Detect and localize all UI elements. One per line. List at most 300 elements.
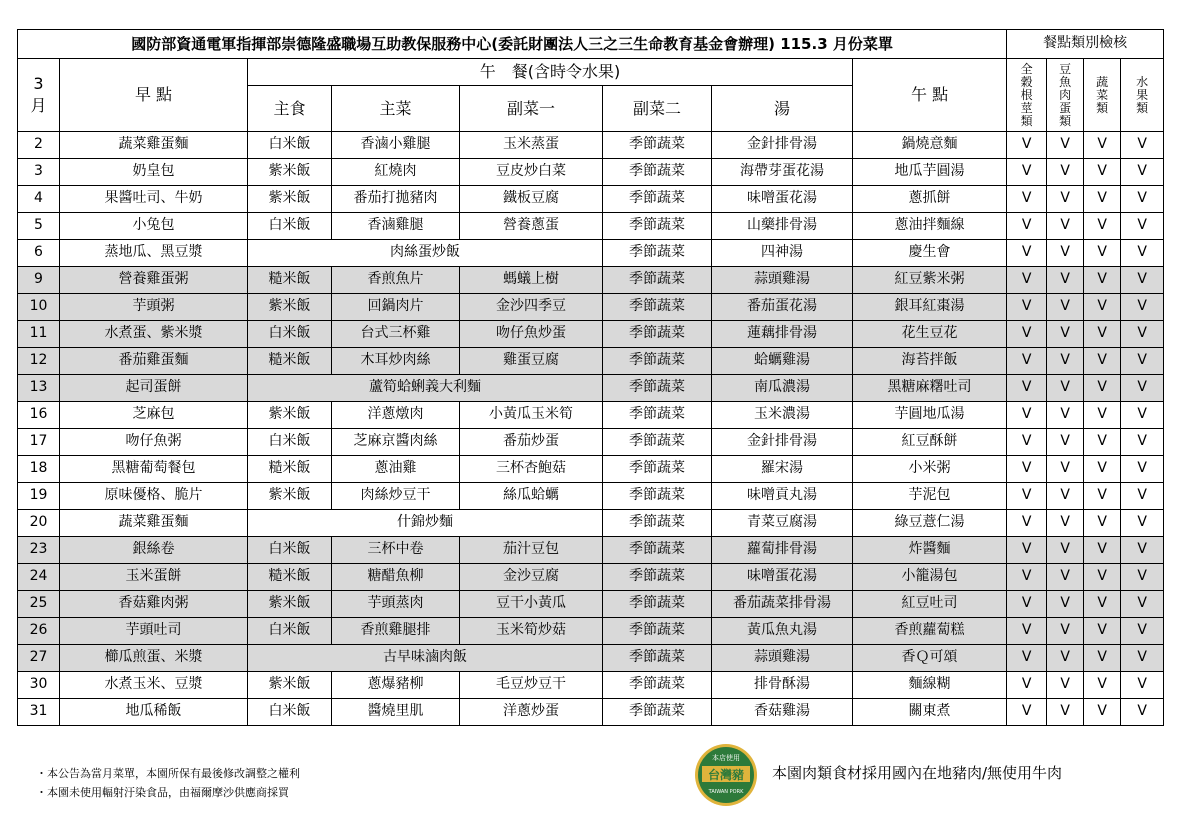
check-mark: V <box>1047 672 1084 699</box>
check-mark: V <box>1047 186 1084 213</box>
check-col-vegetables: 蔬 菜 類 <box>1084 59 1121 132</box>
check-mark: V <box>1121 510 1164 537</box>
snack-cell: 黑糖麻糬吐司 <box>853 375 1007 402</box>
day-date: 20 <box>18 510 60 537</box>
logo-main-text: 台灣豬 <box>707 768 745 782</box>
check-mark: V <box>1121 213 1164 240</box>
check-mark: V <box>1007 321 1047 348</box>
breakfast-cell: 蔬菜雞蛋麵 <box>60 132 248 159</box>
check-mark: V <box>1047 645 1084 672</box>
check-mark: V <box>1084 132 1121 159</box>
main-dish-cell: 香煎雞腿排 <box>332 618 460 645</box>
day-date: 3 <box>18 159 60 186</box>
check-mark: V <box>1084 375 1121 402</box>
side1-cell: 番茄炒蛋 <box>460 429 603 456</box>
soup-cell: 山藥排骨湯 <box>712 213 853 240</box>
check-mark: V <box>1047 348 1084 375</box>
side1-cell: 絲瓜蛤蠣 <box>460 483 603 510</box>
breakfast-cell: 吻仔魚粥 <box>60 429 248 456</box>
side2-cell: 季節蔬菜 <box>603 672 712 699</box>
breakfast-cell: 營養雞蛋粥 <box>60 267 248 294</box>
snack-cell: 芋泥包 <box>853 483 1007 510</box>
main-dish-cell: 香煎魚片 <box>332 267 460 294</box>
day-date: 24 <box>18 564 60 591</box>
menu-row <box>18 591 1164 618</box>
breakfast-cell: 玉米蛋餅 <box>60 564 248 591</box>
month-label: 3 月 <box>18 59 60 132</box>
check-mark: V <box>1121 699 1164 726</box>
check-mark: V <box>1047 213 1084 240</box>
side2-cell: 季節蔬菜 <box>603 510 712 537</box>
day-date: 25 <box>18 591 60 618</box>
staple-cell: 紫米飯 <box>248 672 332 699</box>
day-date: 26 <box>18 618 60 645</box>
snack-cell: 小籠湯包 <box>853 564 1007 591</box>
day-date: 17 <box>18 429 60 456</box>
check-mark: V <box>1121 456 1164 483</box>
soup-cell: 海帶芽蛋花湯 <box>712 159 853 186</box>
check-mark: V <box>1121 159 1164 186</box>
check-mark: V <box>1047 321 1084 348</box>
snack-cell: 蔥抓餅 <box>853 186 1007 213</box>
menu-title: 國防部資通電軍指揮部崇德隆盛職場互助教保服務中心(委託財團法人三之三生命教育基金會辦理) 115.3 月份菜單 <box>18 30 1007 59</box>
soup-cell: 黃瓜魚丸湯 <box>712 618 853 645</box>
side2-cell: 季節蔬菜 <box>603 267 712 294</box>
side2-cell: 季節蔬菜 <box>603 240 712 267</box>
side2-cell: 季節蔬菜 <box>603 321 712 348</box>
day-date: 10 <box>18 294 60 321</box>
snack-cell: 海苔拌飯 <box>853 348 1007 375</box>
menu-row <box>18 321 1164 348</box>
check-col-protein: 豆 魚 肉 蛋 類 <box>1047 59 1084 132</box>
menu-row <box>18 159 1164 186</box>
check-mark: V <box>1007 564 1047 591</box>
menu-row <box>18 132 1164 159</box>
day-date: 9 <box>18 267 60 294</box>
main-dish-cell: 香滷小雞腿 <box>332 132 460 159</box>
menu-row <box>18 294 1164 321</box>
day-date: 12 <box>18 348 60 375</box>
notes <box>36 764 300 802</box>
check-mark: V <box>1007 618 1047 645</box>
side1-cell: 雞蛋豆腐 <box>460 348 603 375</box>
menu-row <box>18 375 1164 402</box>
menu-row <box>18 510 1164 537</box>
check-mark: V <box>1084 402 1121 429</box>
side2-cell: 季節蔬菜 <box>603 213 712 240</box>
lunch-header: 午 餐(含時令水果) <box>248 59 853 86</box>
check-mark: V <box>1047 537 1084 564</box>
side2-cell: 季節蔬菜 <box>603 402 712 429</box>
check-mark: V <box>1121 186 1164 213</box>
soup-cell: 青菜豆腐湯 <box>712 510 853 537</box>
day-date: 2 <box>18 132 60 159</box>
snack-cell: 香煎蘿蔔糕 <box>853 618 1007 645</box>
main-dish-cell: 洋蔥燉肉 <box>332 402 460 429</box>
day-date: 6 <box>18 240 60 267</box>
check-mark: V <box>1047 483 1084 510</box>
check-mark: V <box>1121 591 1164 618</box>
check-mark: V <box>1084 699 1121 726</box>
day-date: 31 <box>18 699 60 726</box>
main-dish-cell: 蔥油雞 <box>332 456 460 483</box>
side2-cell: 季節蔬菜 <box>603 159 712 186</box>
check-mark: V <box>1007 537 1047 564</box>
check-mark: V <box>1121 402 1164 429</box>
breakfast-cell: 蒸地瓜、黑豆漿 <box>60 240 248 267</box>
meat-policy-note: 本園肉類食材採用國內在地豬肉/無使用牛肉 <box>772 764 1063 782</box>
taiwan-pork-logo <box>694 743 758 807</box>
soup-cell: 香菇雞湯 <box>712 699 853 726</box>
breakfast-cell: 奶皇包 <box>60 159 248 186</box>
main-dish-cell: 肉絲炒豆干 <box>332 483 460 510</box>
note-line: ・本園未使用輻射汙染食品，由福爾摩沙供應商採買 <box>36 786 289 799</box>
staple-cell: 紫米飯 <box>248 591 332 618</box>
breakfast-header: 早 點 <box>60 59 248 132</box>
main-dish-cell: 糖醋魚柳 <box>332 564 460 591</box>
check-mark: V <box>1007 483 1047 510</box>
menu-row <box>18 645 1164 672</box>
menu-row <box>18 618 1164 645</box>
side2-cell: 季節蔬菜 <box>603 429 712 456</box>
staple-cell: 白米飯 <box>248 321 332 348</box>
staple-cell: 糙米飯 <box>248 456 332 483</box>
side2-cell: 季節蔬菜 <box>603 483 712 510</box>
side2-header: 副菜二 <box>603 86 712 132</box>
combined-main-cell: 蘆筍蛤蜊義大利麵 <box>248 375 603 402</box>
menu-row <box>18 483 1164 510</box>
breakfast-cell: 果醬吐司、牛奶 <box>60 186 248 213</box>
soup-cell: 排骨酥湯 <box>712 672 853 699</box>
snack-cell: 芋圓地瓜湯 <box>853 402 1007 429</box>
check-mark: V <box>1047 618 1084 645</box>
menu-row <box>18 456 1164 483</box>
check-mark: V <box>1007 348 1047 375</box>
check-mark: V <box>1007 186 1047 213</box>
main-dish-cell: 芝麻京醬肉絲 <box>332 429 460 456</box>
menu-row <box>18 348 1164 375</box>
staple-cell: 糙米飯 <box>248 267 332 294</box>
check-mark: V <box>1007 645 1047 672</box>
soup-cell: 南瓜濃湯 <box>712 375 853 402</box>
menu-row <box>18 186 1164 213</box>
snack-cell: 紅豆酥餅 <box>853 429 1007 456</box>
main-dish-cell: 回鍋肉片 <box>332 294 460 321</box>
snack-cell: 慶生會 <box>853 240 1007 267</box>
side1-cell: 鐵板豆腐 <box>460 186 603 213</box>
side2-cell: 季節蔬菜 <box>603 456 712 483</box>
side1-cell: 小黃瓜玉米筍 <box>460 402 603 429</box>
main-dish-cell: 芋頭蒸肉 <box>332 591 460 618</box>
day-date: 19 <box>18 483 60 510</box>
breakfast-cell: 地瓜稀飯 <box>60 699 248 726</box>
check-mark: V <box>1084 213 1121 240</box>
check-mark: V <box>1084 267 1121 294</box>
day-date: 30 <box>18 672 60 699</box>
breakfast-cell: 起司蛋餅 <box>60 375 248 402</box>
staple-cell: 糙米飯 <box>248 348 332 375</box>
soup-cell: 番茄蔬菜排骨湯 <box>712 591 853 618</box>
snack-cell: 關東煮 <box>853 699 1007 726</box>
check-mark: V <box>1084 186 1121 213</box>
check-mark: V <box>1121 375 1164 402</box>
check-mark: V <box>1047 294 1084 321</box>
check-mark: V <box>1121 294 1164 321</box>
main-dish-cell: 紅燒肉 <box>332 159 460 186</box>
snack-cell: 花生豆花 <box>853 321 1007 348</box>
soup-cell: 蒜頭雞湯 <box>712 645 853 672</box>
side2-cell: 季節蔬菜 <box>603 564 712 591</box>
side1-cell: 吻仔魚炒蛋 <box>460 321 603 348</box>
snack-cell: 紅豆吐司 <box>853 591 1007 618</box>
check-mark: V <box>1084 510 1121 537</box>
day-date: 11 <box>18 321 60 348</box>
breakfast-cell: 黑糖葡萄餐包 <box>60 456 248 483</box>
check-mark: V <box>1007 429 1047 456</box>
check-mark: V <box>1047 375 1084 402</box>
menu-row <box>18 402 1164 429</box>
soup-cell: 羅宋湯 <box>712 456 853 483</box>
check-mark: V <box>1121 564 1164 591</box>
side1-cell: 豆皮炒白菜 <box>460 159 603 186</box>
side1-cell: 金沙豆腐 <box>460 564 603 591</box>
check-mark: V <box>1084 483 1121 510</box>
menu-row <box>18 672 1164 699</box>
combined-main-cell: 肉絲蛋炒飯 <box>248 240 603 267</box>
check-mark: V <box>1121 321 1164 348</box>
staple-cell: 白米飯 <box>248 213 332 240</box>
soup-cell: 蒜頭雞湯 <box>712 267 853 294</box>
soup-cell: 味噌貢丸湯 <box>712 483 853 510</box>
day-date: 5 <box>18 213 60 240</box>
snack-cell: 小米粥 <box>853 456 1007 483</box>
soup-cell: 蘿蔔排骨湯 <box>712 537 853 564</box>
soup-cell: 玉米濃湯 <box>712 402 853 429</box>
combined-main-cell: 什錦炒麵 <box>248 510 603 537</box>
staple-cell: 紫米飯 <box>248 294 332 321</box>
side1-cell: 營養蔥蛋 <box>460 213 603 240</box>
day-date: 27 <box>18 645 60 672</box>
soup-cell: 四神湯 <box>712 240 853 267</box>
check-mark: V <box>1007 267 1047 294</box>
snack-cell: 銀耳紅棗湯 <box>853 294 1007 321</box>
main-dish-cell: 香滷雞腿 <box>332 213 460 240</box>
menu-row <box>18 699 1164 726</box>
side1-cell: 玉米筍炒菇 <box>460 618 603 645</box>
check-mark: V <box>1007 456 1047 483</box>
soup-cell: 味噌蛋花湯 <box>712 564 853 591</box>
side1-cell: 金沙四季豆 <box>460 294 603 321</box>
day-date: 18 <box>18 456 60 483</box>
menu-row <box>18 213 1164 240</box>
check-mark: V <box>1084 294 1121 321</box>
side2-cell: 季節蔬菜 <box>603 618 712 645</box>
breakfast-cell: 番茄雞蛋麵 <box>60 348 248 375</box>
check-mark: V <box>1007 375 1047 402</box>
staple-cell: 白米飯 <box>248 699 332 726</box>
main-dish-cell: 木耳炒肉絲 <box>332 348 460 375</box>
soup-cell: 番茄蛋花湯 <box>712 294 853 321</box>
side2-cell: 季節蔬菜 <box>603 645 712 672</box>
check-mark: V <box>1047 132 1084 159</box>
check-mark: V <box>1007 510 1047 537</box>
check-mark: V <box>1007 294 1047 321</box>
check-mark: V <box>1047 699 1084 726</box>
check-mark: V <box>1047 510 1084 537</box>
side2-cell: 季節蔬菜 <box>603 132 712 159</box>
main-dish-cell: 番茄打拋豬肉 <box>332 186 460 213</box>
check-mark: V <box>1084 456 1121 483</box>
side1-cell: 玉米蒸蛋 <box>460 132 603 159</box>
breakfast-cell: 小兔包 <box>60 213 248 240</box>
soup-cell: 金針排骨湯 <box>712 429 853 456</box>
check-mark: V <box>1007 591 1047 618</box>
check-mark: V <box>1121 132 1164 159</box>
breakfast-cell: 銀絲卷 <box>60 537 248 564</box>
combined-main-cell: 古早味滷肉飯 <box>248 645 603 672</box>
day-date: 16 <box>18 402 60 429</box>
check-col-fruit: 水 果 類 <box>1121 59 1164 132</box>
staple-cell: 白米飯 <box>248 429 332 456</box>
check-mark: V <box>1047 564 1084 591</box>
side2-cell: 季節蔬菜 <box>603 591 712 618</box>
check-mark: V <box>1121 537 1164 564</box>
check-mark: V <box>1084 321 1121 348</box>
check-mark: V <box>1121 645 1164 672</box>
soup-cell: 蓮藕排骨湯 <box>712 321 853 348</box>
logo-top-text: 本店使用 <box>712 754 740 762</box>
staple-cell: 糙米飯 <box>248 564 332 591</box>
check-mark: V <box>1007 132 1047 159</box>
snack-cell: 蔥油拌麵線 <box>853 213 1007 240</box>
snack-cell: 香Ｑ可頌 <box>853 645 1007 672</box>
check-mark: V <box>1047 240 1084 267</box>
check-mark: V <box>1007 240 1047 267</box>
check-mark: V <box>1084 645 1121 672</box>
check-mark: V <box>1007 699 1047 726</box>
snack-cell: 麵線糊 <box>853 672 1007 699</box>
menu-row <box>18 240 1164 267</box>
side1-header: 副菜一 <box>460 86 603 132</box>
check-title: 餐點類別檢核 <box>1007 30 1164 59</box>
day-date: 13 <box>18 375 60 402</box>
note-line: ・本公告為當月菜單，本園所保有最後修改調整之權利 <box>36 767 300 780</box>
side2-cell: 季節蔬菜 <box>603 537 712 564</box>
main-dish-cell: 台式三杯雞 <box>332 321 460 348</box>
snack-cell: 綠豆薏仁湯 <box>853 510 1007 537</box>
check-mark: V <box>1047 159 1084 186</box>
staple-header: 主食 <box>248 86 332 132</box>
check-mark: V <box>1007 159 1047 186</box>
side1-cell: 豆干小黃瓜 <box>460 591 603 618</box>
check-mark: V <box>1007 672 1047 699</box>
breakfast-cell: 芝麻包 <box>60 402 248 429</box>
check-mark: V <box>1007 213 1047 240</box>
main-dish-cell: 三杯中卷 <box>332 537 460 564</box>
side2-cell: 季節蔬菜 <box>603 294 712 321</box>
menu-row <box>18 564 1164 591</box>
main-dish-cell: 醬燒里肌 <box>332 699 460 726</box>
check-mark: V <box>1084 159 1121 186</box>
check-mark: V <box>1084 672 1121 699</box>
check-mark: V <box>1121 618 1164 645</box>
check-mark: V <box>1084 348 1121 375</box>
staple-cell: 白米飯 <box>248 537 332 564</box>
side1-cell: 洋蔥炒蛋 <box>460 699 603 726</box>
check-mark: V <box>1047 591 1084 618</box>
side1-cell: 毛豆炒豆干 <box>460 672 603 699</box>
check-mark: V <box>1084 537 1121 564</box>
menu-row <box>18 429 1164 456</box>
breakfast-cell: 水煮蛋、紫米漿 <box>60 321 248 348</box>
soup-cell: 味噌蛋花湯 <box>712 186 853 213</box>
breakfast-cell: 原味優格、脆片 <box>60 483 248 510</box>
check-mark: V <box>1084 429 1121 456</box>
check-mark: V <box>1084 240 1121 267</box>
check-mark: V <box>1121 240 1164 267</box>
check-mark: V <box>1047 402 1084 429</box>
breakfast-cell: 芋頭吐司 <box>60 618 248 645</box>
snack-cell: 地瓜芋圓湯 <box>853 159 1007 186</box>
staple-cell: 白米飯 <box>248 132 332 159</box>
check-mark: V <box>1121 267 1164 294</box>
day-date: 23 <box>18 537 60 564</box>
check-mark: V <box>1047 456 1084 483</box>
staple-cell: 紫米飯 <box>248 186 332 213</box>
breakfast-cell: 蔬菜雞蛋麵 <box>60 510 248 537</box>
check-mark: V <box>1121 429 1164 456</box>
snack-cell: 鍋燒意麵 <box>853 132 1007 159</box>
breakfast-cell: 芋頭粥 <box>60 294 248 321</box>
side1-cell: 三杯杏鮑菇 <box>460 456 603 483</box>
check-mark: V <box>1084 591 1121 618</box>
breakfast-cell: 香菇雞肉粥 <box>60 591 248 618</box>
check-col-grains: 全 穀 根 莖 類 <box>1007 59 1047 132</box>
check-mark: V <box>1047 429 1084 456</box>
side2-cell: 季節蔬菜 <box>603 186 712 213</box>
snack-cell: 紅豆紫米粥 <box>853 267 1007 294</box>
side1-cell: 茄汁豆包 <box>460 537 603 564</box>
staple-cell: 紫米飯 <box>248 159 332 186</box>
breakfast-cell: 水煮玉米、豆漿 <box>60 672 248 699</box>
main-dish-header: 主菜 <box>332 86 460 132</box>
menu-row <box>18 267 1164 294</box>
side2-cell: 季節蔬菜 <box>603 375 712 402</box>
main-dish-cell: 蔥爆豬柳 <box>332 672 460 699</box>
check-mark: V <box>1121 672 1164 699</box>
staple-cell: 紫米飯 <box>248 483 332 510</box>
menu-table <box>17 29 1164 726</box>
breakfast-cell: 櫛瓜煎蛋、米漿 <box>60 645 248 672</box>
check-mark: V <box>1121 483 1164 510</box>
check-mark: V <box>1084 618 1121 645</box>
staple-cell: 白米飯 <box>248 618 332 645</box>
soup-cell: 蛤蠣雞湯 <box>712 348 853 375</box>
snack-header: 午 點 <box>853 59 1007 132</box>
check-mark: V <box>1007 402 1047 429</box>
logo-bottom-text: TAIWAN PORK <box>708 789 744 795</box>
menu-row <box>18 537 1164 564</box>
side1-cell: 螞蟻上樹 <box>460 267 603 294</box>
soup-header: 湯 <box>712 86 853 132</box>
soup-cell: 金針排骨湯 <box>712 132 853 159</box>
check-mark: V <box>1121 348 1164 375</box>
check-mark: V <box>1084 564 1121 591</box>
check-mark: V <box>1047 267 1084 294</box>
day-date: 4 <box>18 186 60 213</box>
side2-cell: 季節蔬菜 <box>603 699 712 726</box>
side2-cell: 季節蔬菜 <box>603 348 712 375</box>
